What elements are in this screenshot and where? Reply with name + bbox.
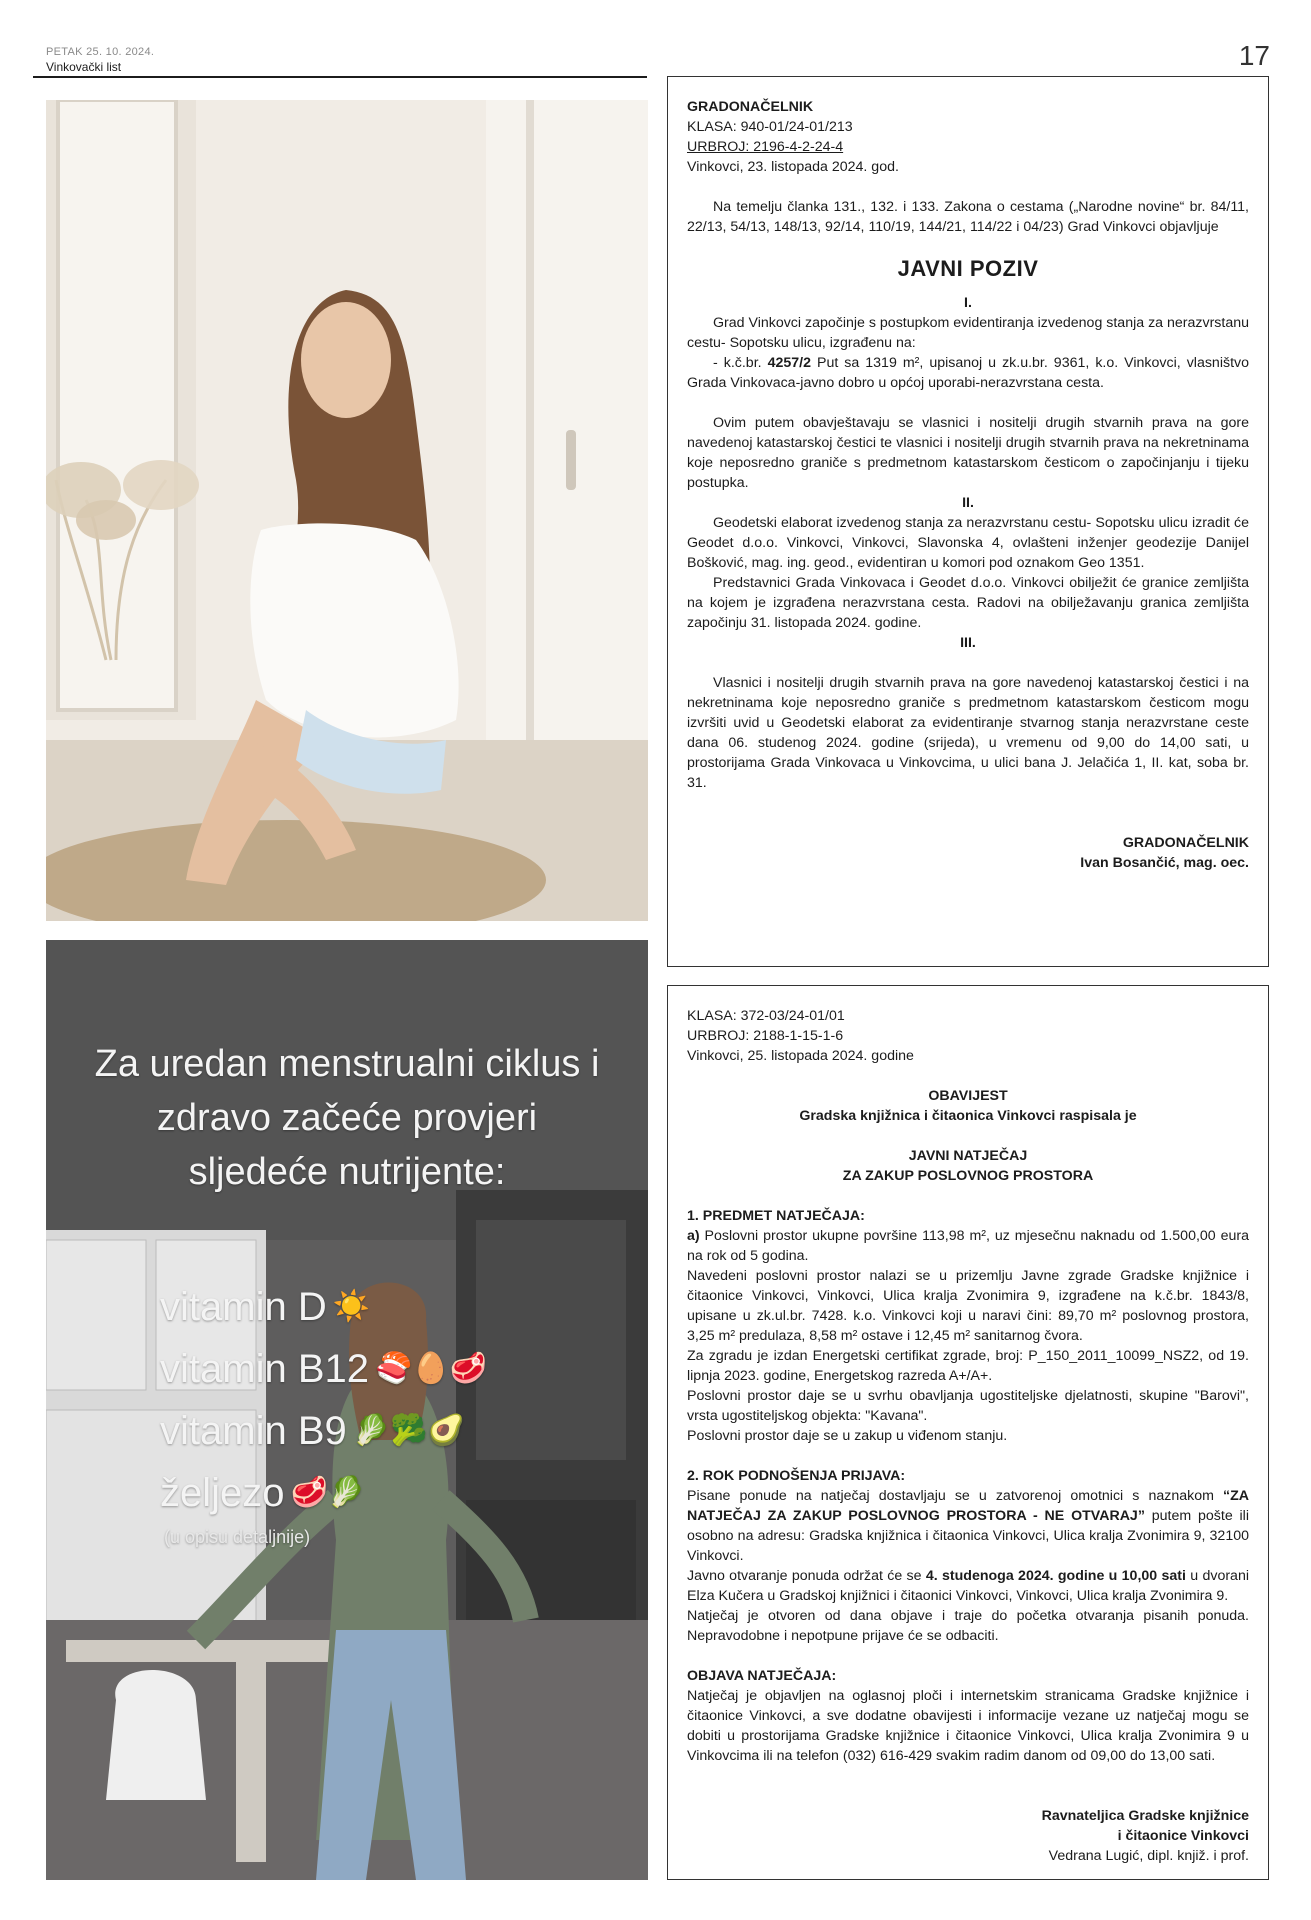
nutrient-label: vitamin D <box>160 1285 327 1329</box>
paragraph <box>687 1226 1249 1266</box>
nutrient-item <box>160 1339 487 1399</box>
overlay-headline-line: Za uredan menstrualni ciklus i <box>94 1043 600 1085</box>
klasa: KLASA: 372-03/24-01/01 <box>687 1008 845 1024</box>
text: Javno otvaranje ponuda održat će se <box>687 1568 926 1584</box>
section-heading: 1. PREDMET NATJEČAJA: <box>687 1208 865 1224</box>
urbroj: URBROJ: 2196-4-2-24-4 <box>687 139 844 155</box>
urbroj: URBROJ: 2188-1-15-1-6 <box>687 1028 844 1044</box>
text: Pisane ponude na natječaj dostavljaju se u zatvorenoj omotnici s naznakom <box>687 1488 1223 1504</box>
parcel-number: 4257/2 <box>767 355 811 371</box>
signature-name: Ivan Bosančić, mag. oec. <box>1080 855 1249 871</box>
text: putem pošte ili osobno na adresu: Gradska knjižnica i čitaonica Vinkovci, Ulica kralja Zvonimira 9, 32100 Vinkovci. <box>687 1508 1249 1564</box>
klasa: KLASA: 940-01/24-01/213 <box>687 119 853 135</box>
paragraph: Za zgradu je izdan Energetski certifikat zgrade, broj: P_150_2011_10099_NSZ2, od 19. lipnja 2023. godine, Energetskog razreda A+/A+. <box>687 1348 1249 1384</box>
nutrient-label: željezo <box>160 1471 285 1515</box>
signature-name: Vedrana Lugić, dipl. knjiž. i prof. <box>1048 1848 1249 1864</box>
paragraph <box>687 1566 1249 1606</box>
notice-javni-natjecaj <box>667 985 1269 1880</box>
signature-title: GRADONAČELNIK <box>1122 835 1249 851</box>
text: u dvorani Elza Kučera u Gradskoj knjižnici i čitaonici Vinkovci, Vinkovci, Ulica kralja Zvonimira 9. <box>687 1568 1249 1604</box>
place-date: Vinkovci, 23. listopada 2024. god. <box>687 159 899 175</box>
section-number: III. <box>960 635 976 651</box>
overlay-headline <box>46 1037 648 1199</box>
photo-woman-sitting <box>46 100 648 921</box>
text: Put sa 1319 m², upisanoj u zk.u.br. 9361, k.o. Vinkovci, vlasništvo Grada Vinkovaca-javno dobro u općoj uporabi-nerazvrstana cesta. <box>687 355 1249 391</box>
overlay-headline-line: sljedeće nutrijente: <box>188 1151 506 1193</box>
signature-title: Ravnateljica Gradske knjižnice <box>1041 1808 1249 1824</box>
notice-title: JAVNI POZIV <box>897 256 1039 281</box>
notice-title: JAVNI NATJEČAJ <box>908 1148 1028 1164</box>
newspaper-name: Vinkovački list <box>46 60 122 74</box>
paragraph: Geodetski elaborat izvedenog stanja za nerazvrstanu cestu- Sopotsku ulicu izradit će Geodet d.o.o. Vinkovci, Vinkovci, Slavonska 4, ovlašteni inženjer geodezije Danijel Bošković, mag. ing. geod., evidentiran u komori pod oznakom Geo 1351. <box>687 515 1249 571</box>
nutrient-label: vitamin B12 <box>160 1347 369 1391</box>
meat-greens-icon: 🥩🥬 <box>290 1475 366 1510</box>
issuer-office: GRADONAČELNIK <box>687 99 814 115</box>
item-label: a) <box>687 1228 700 1244</box>
notice-subheading: Gradska knjižnica i čitaonica Vinkovci raspisala je <box>799 1108 1137 1124</box>
paragraph: Ovim putem obavještavaju se vlasnici i nositelji drugih stvarnih prava na gore navedenoj katastarskoj čestici te vlasnici i nositelji drugih stvarnih prava na nekretninama koje neposredno graniče s predmetnom katastarskom česticom o započinjanju i tijeku postupka. <box>687 415 1249 491</box>
photo-woman-sitting-illustration <box>46 100 648 921</box>
notice-title: ZA ZAKUP POSLOVNOG PROSTORA <box>842 1168 1094 1184</box>
section-number: II. <box>962 495 974 511</box>
signature-title: i čitaonice Vinkovci <box>1117 1828 1249 1844</box>
notice-javni-poziv-body <box>687 97 1249 873</box>
text: - k.č.br. <box>713 355 768 371</box>
issue-date: PETAK 25. 10. 2024. <box>46 46 155 58</box>
overlay-headline-line: zdravo začeće provjeri <box>156 1097 538 1139</box>
paragraph: Natječaj je otvoren od dana objave i traje do početka otvaranja pisanih ponuda. Nepravodobne i nepotpune prijave će se odbaciti. <box>687 1608 1249 1644</box>
paragraph <box>687 353 1249 393</box>
sun-icon: ☀️ <box>332 1289 371 1324</box>
opening-date: 4. studenoga 2024. godine u 10,00 sati <box>925 1568 1186 1584</box>
paragraph: Grad Vinkovci započinje s postupkom evidentiranja izvedenog stanja za nerazvrstanu cestu- Sopotsku ulicu, izgrađenu na: <box>687 315 1250 351</box>
paragraph: Poslovni prostor daje se u svrhu obavljanja ugostiteljske djelatnosti, skupine "Barovi", vrsta ugostiteljskog objekta: "Kavana". <box>687 1388 1249 1424</box>
text: Poslovni prostor ukupne površine 113,98 m², uz mjesečnu naknadu od 1.500,00 eura na rok od 5 godina. <box>687 1228 1249 1264</box>
notice-javni-poziv <box>667 76 1269 967</box>
paragraph: Poslovni prostor daje se u zakup u viđenom stanju. <box>687 1428 1008 1444</box>
place-date: Vinkovci, 25. listopada 2024. godine <box>687 1048 914 1064</box>
overlay-note: (u opisu detaljnije) <box>164 1527 311 1547</box>
nutrient-label: vitamin B9 <box>160 1409 347 1453</box>
paragraph: Natječaj je objavljen na oglasnoj ploči i internetskim stranicama Gradske knjižnice i čitaonice Vinkovci, a sve dodatne obavijesti i informacije vezane uz natječaj mogu se dobiti u prostorijama Gradske knjižnice i čitaonice Vinkovci, Ulica kralja Zvonimira 9 u Vinkovcima ili na telefon (032) 616-429 svakim radim danom od 09,00 do 13,00 sati. <box>687 1688 1249 1764</box>
nutrient-item <box>160 1401 465 1461</box>
section-number: I. <box>964 295 972 311</box>
section-heading: 2. ROK PODNOŠENJA PRIJAVA: <box>687 1468 906 1484</box>
paragraph <box>687 1486 1249 1566</box>
notice-javni-natjecaj-body <box>687 1006 1249 1866</box>
nutrient-item <box>160 1463 365 1523</box>
intro-paragraph: Na temelju članka 131., 132. i 133. Zakona o cestama („Narodne novine“ br. 84/11, 22/13, 54/13, 148/13, 92/14, 110/19, 144/21, 114/22 i 04/23) Grad Vinkovci objavljuje <box>687 199 1249 235</box>
header-rule <box>33 76 647 78</box>
paragraph: Predstavnici Grada Vinkovaca i Geodet d.o.o. Vinkovci obilježit će granice zemljišta na kojem je izgrađena nerazvrstana cesta. Radovi na obilježavanju granica zemljišta započinju 31. listopada 2024. godine. <box>687 575 1249 631</box>
page-number: 17 <box>1238 40 1270 71</box>
greens-broccoli-avocado-icon: 🥬🥦🥑 <box>352 1413 465 1448</box>
paragraph: Navedeni poslovni prostor nalazi se u prizemlju Javne zgrade Gradske knjižnice i čitaonice Vinkovci, Vinkovci, Ulica kralja Zvonimira 9, izgrađene na k.č.br. 1843/8, upisane u zk.ul.br. 7428. k.o. Vinkovci koji u naravi čini: 89,70 m² poslovnog prostora, 3,25 m² predulaza, 8,58 m² ostave i 12,45 m² sanitarnog čvora. <box>687 1268 1249 1344</box>
envelope-label: “ZA NATJEČAJ ZA ZAKUP POSLOVNOG PROSTORA - NE OTVARAJ” <box>687 1488 1249 1524</box>
section-heading: OBJAVA NATJEČAJA: <box>687 1668 837 1684</box>
nutrient-item <box>160 1277 370 1337</box>
notice-heading: OBAVIJEST <box>928 1088 1008 1104</box>
paragraph: Vlasnici i nositelji drugih stvarnih prava na gore navedenoj katastarskoj čestici i na nekretninama koje neposredno graniče s predmetnom katastarskom česticom mogu izvršiti uvid u Geodetski elaborat za evidentiranje stvarnog stanja nerazvrstane ceste dana 06. studenog 2024. godine (srijeda), u vremenu od 9,00 do 14,00 sati, u prostorijama Grada Vinkovaca u Vinkovcima, u ulici bana J. Jelačića 1, II. kat, soba br. 31. <box>687 675 1249 791</box>
sushi-egg-meat-icon: 🍣🥚🥩 <box>374 1351 488 1386</box>
